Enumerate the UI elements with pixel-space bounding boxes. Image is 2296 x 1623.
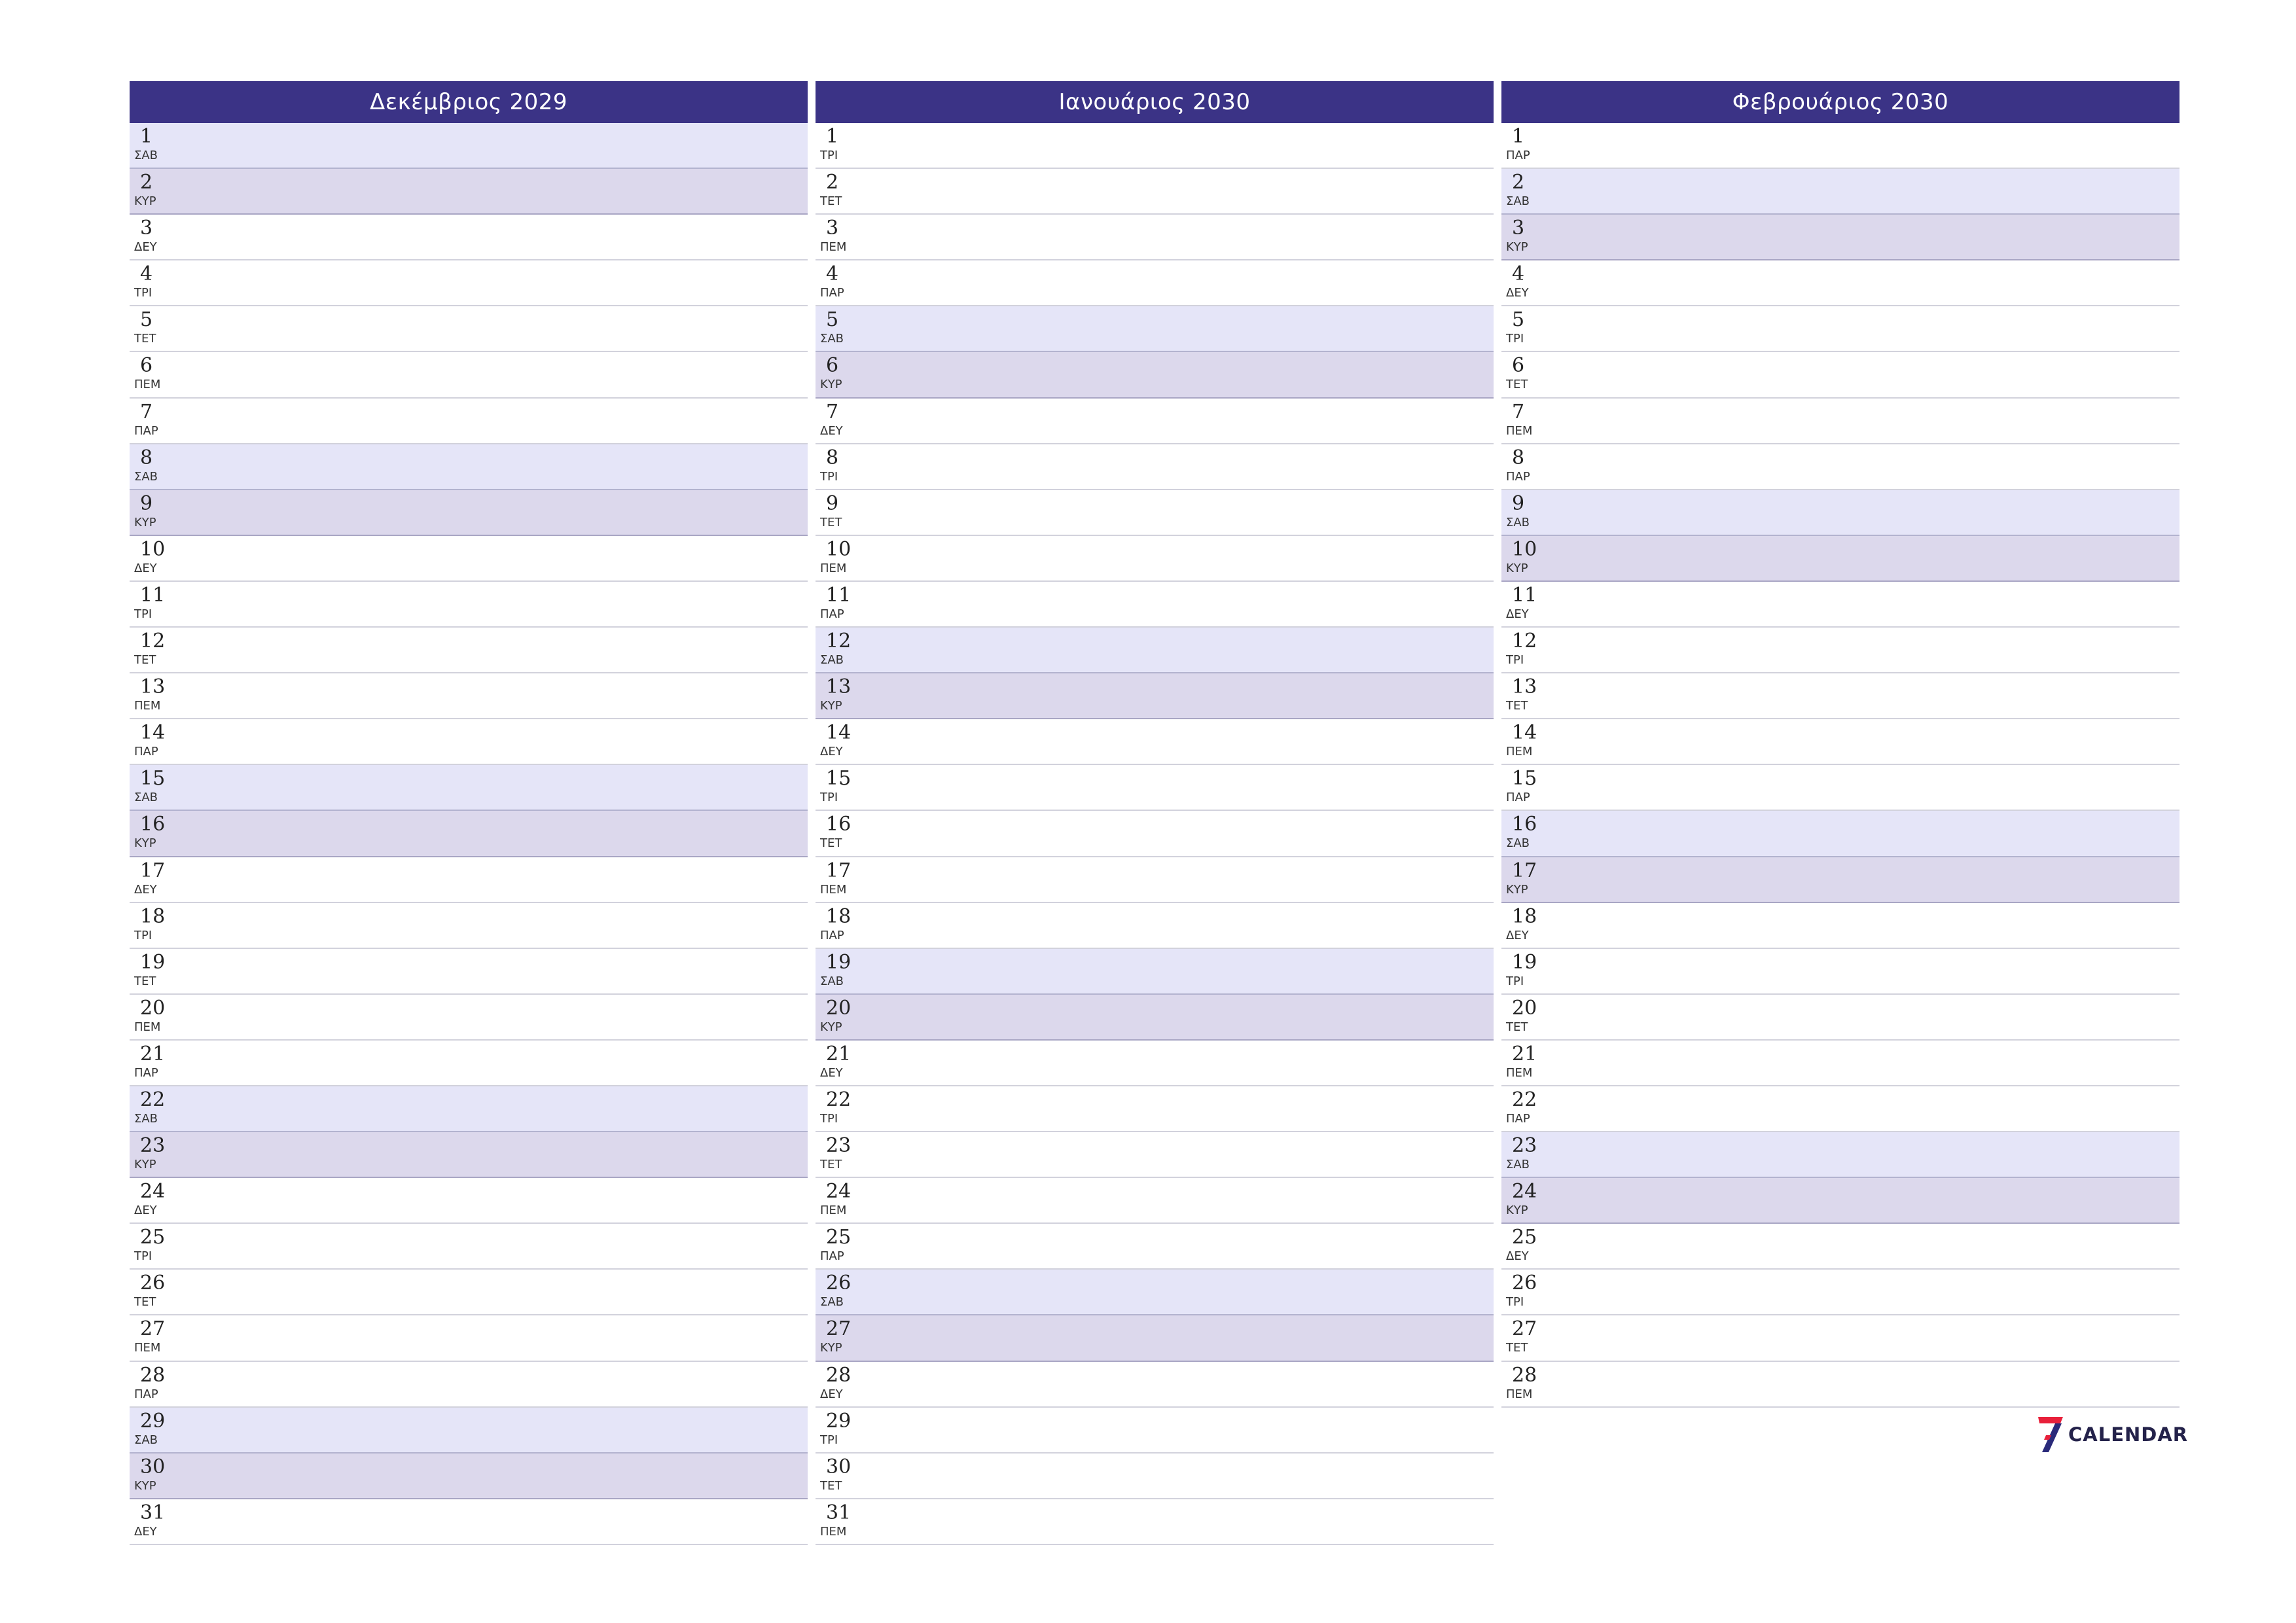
day-number: 19 xyxy=(140,950,166,974)
weekday-abbr: ΚΥΡ xyxy=(820,1020,842,1034)
day-number: 2 xyxy=(826,171,839,194)
day-row xyxy=(816,306,1494,352)
day-row xyxy=(816,1224,1494,1270)
day-number: 3 xyxy=(140,217,153,240)
day-number: 22 xyxy=(1512,1088,1537,1111)
day-number: 2 xyxy=(140,171,153,194)
weekday-abbr: ΠΕΜ xyxy=(1506,423,1533,438)
weekday-abbr: ΠΕΜ xyxy=(134,378,161,392)
weekday-abbr: ΤΕΤ xyxy=(134,332,156,346)
day-row xyxy=(816,444,1494,490)
weekday-abbr: ΤΡΙ xyxy=(1506,1295,1524,1310)
weekday-abbr: ΔΕΥ xyxy=(134,1204,157,1218)
day-number: 21 xyxy=(826,1042,852,1065)
day-number: 24 xyxy=(140,1180,166,1204)
weekday-abbr: ΚΥΡ xyxy=(820,378,842,392)
weekday-abbr: ΣΑΒ xyxy=(1506,1158,1530,1172)
day-number: 11 xyxy=(140,583,166,607)
day-row xyxy=(130,490,808,536)
day-number: 3 xyxy=(826,217,839,240)
day-row xyxy=(130,1315,808,1361)
day-number: 1 xyxy=(140,125,153,148)
weekday-abbr: ΠΕΜ xyxy=(820,1204,847,1218)
weekday-abbr: ΣΑΒ xyxy=(134,469,158,484)
day-number: 10 xyxy=(140,537,166,561)
weekday-abbr: ΤΡΙ xyxy=(134,928,152,942)
weekday-abbr: ΠΑΡ xyxy=(134,745,158,759)
day-number: 15 xyxy=(1512,767,1537,791)
weekday-abbr: ΠΑΡ xyxy=(134,423,158,438)
day-row xyxy=(1501,1086,2179,1132)
logo-text: CALENDAR xyxy=(2068,1423,2189,1446)
day-number: 29 xyxy=(826,1409,852,1433)
day-number: 7 xyxy=(140,400,153,423)
weekday-abbr: ΚΥΡ xyxy=(134,515,156,529)
day-number: 23 xyxy=(140,1134,166,1158)
day-number: 30 xyxy=(826,1455,852,1478)
day-row xyxy=(1501,582,2179,628)
day-number: 16 xyxy=(1512,813,1537,836)
weekday-abbr: ΔΕΥ xyxy=(820,745,843,759)
weekday-abbr: ΔΕΥ xyxy=(134,882,157,897)
day-row xyxy=(816,536,1494,582)
day-row xyxy=(1501,1315,2179,1361)
day-row xyxy=(130,444,808,490)
day-row xyxy=(816,1041,1494,1086)
weekday-abbr: ΔΕΥ xyxy=(134,240,157,255)
weekday-abbr: ΤΕΤ xyxy=(1506,1020,1528,1034)
day-number: 14 xyxy=(1512,721,1537,745)
day-row xyxy=(130,260,808,306)
weekday-abbr: ΠΑΡ xyxy=(820,607,844,621)
day-row xyxy=(816,399,1494,444)
weekday-abbr: ΤΡΙ xyxy=(134,607,152,621)
day-row xyxy=(1501,1178,2179,1224)
weekday-abbr: ΤΡΙ xyxy=(820,149,838,162)
day-row xyxy=(1501,1362,2179,1408)
day-number: 5 xyxy=(140,308,153,332)
day-number: 7 xyxy=(1512,400,1525,423)
day-number: 26 xyxy=(826,1272,852,1295)
day-number: 5 xyxy=(1512,308,1525,332)
day-row xyxy=(1501,215,2179,260)
day-row xyxy=(130,1270,808,1315)
weekday-abbr: ΔΕΥ xyxy=(820,423,843,438)
weekday-abbr: ΤΕΤ xyxy=(1506,378,1528,392)
day-number: 6 xyxy=(826,354,839,378)
day-number: 4 xyxy=(140,262,153,286)
weekday-abbr: ΠΕΜ xyxy=(820,240,847,255)
day-row xyxy=(1501,444,2179,490)
day-row xyxy=(130,673,808,719)
day-row xyxy=(816,857,1494,903)
day-number: 22 xyxy=(140,1088,166,1111)
month-header: Φεβρουάριος 2030 xyxy=(1501,81,2179,123)
day-row xyxy=(816,1270,1494,1315)
day-number: 4 xyxy=(826,262,839,286)
weekday-abbr: ΠΕΜ xyxy=(820,882,847,897)
day-row xyxy=(1501,949,2179,995)
day-number: 27 xyxy=(1512,1317,1537,1341)
day-number: 3 xyxy=(1512,217,1525,240)
weekday-abbr: ΚΥΡ xyxy=(1506,561,1528,575)
day-row xyxy=(1501,352,2179,398)
day-row xyxy=(1501,536,2179,582)
day-row xyxy=(1501,123,2179,169)
weekday-abbr: ΚΥΡ xyxy=(1506,240,1528,255)
weekday-abbr: ΠΕΜ xyxy=(134,1020,161,1034)
day-row xyxy=(1501,260,2179,306)
weekday-abbr: ΔΕΥ xyxy=(820,1387,843,1401)
weekday-abbr: ΚΥΡ xyxy=(1506,882,1528,897)
day-row xyxy=(1501,995,2179,1041)
weekday-abbr: ΣΑΒ xyxy=(820,1295,844,1310)
weekday-abbr: ΠΕΜ xyxy=(1506,1065,1533,1080)
day-number: 18 xyxy=(826,904,852,928)
day-row xyxy=(816,628,1494,673)
month-column-february xyxy=(1501,81,2179,1408)
weekday-abbr: ΤΡΙ xyxy=(820,469,838,484)
weekday-abbr: ΠΕΜ xyxy=(1506,1387,1533,1401)
weekday-abbr: ΣΑΒ xyxy=(1506,836,1530,851)
day-number: 20 xyxy=(1512,996,1537,1020)
day-row xyxy=(816,582,1494,628)
day-number: 17 xyxy=(1512,859,1537,882)
day-row xyxy=(816,1132,1494,1178)
weekday-abbr: ΤΕΤ xyxy=(1506,1341,1528,1355)
day-row xyxy=(130,1178,808,1224)
day-number: 12 xyxy=(1512,630,1537,653)
day-row xyxy=(130,1041,808,1086)
day-number: 7 xyxy=(826,400,839,423)
day-row xyxy=(130,1408,808,1454)
day-row xyxy=(130,1224,808,1270)
day-row xyxy=(1501,169,2179,215)
day-row xyxy=(816,903,1494,949)
day-list xyxy=(1501,123,2179,1408)
weekday-abbr: ΣΑΒ xyxy=(134,791,158,805)
weekday-abbr: ΠΑΡ xyxy=(134,1387,158,1401)
weekday-abbr: ΔΕΥ xyxy=(1506,928,1529,942)
weekday-abbr: ΤΡΙ xyxy=(1506,332,1524,346)
day-number: 6 xyxy=(140,354,153,378)
weekday-abbr: ΠΕΜ xyxy=(820,561,847,575)
day-number: 31 xyxy=(826,1501,852,1524)
day-row xyxy=(1501,628,2179,673)
day-row xyxy=(816,673,1494,719)
day-row xyxy=(816,215,1494,260)
weekday-abbr: ΠΑΡ xyxy=(1506,149,1530,162)
day-number: 2 xyxy=(1512,171,1525,194)
weekday-abbr: ΠΕΜ xyxy=(134,1341,161,1355)
day-number: 31 xyxy=(140,1501,166,1524)
day-number: 28 xyxy=(826,1363,852,1387)
day-number: 11 xyxy=(826,583,852,607)
day-number: 23 xyxy=(826,1134,852,1158)
day-number: 12 xyxy=(140,630,166,653)
day-number: 6 xyxy=(1512,354,1525,378)
day-row xyxy=(130,719,808,765)
weekday-abbr: ΠΑΡ xyxy=(820,1249,844,1264)
weekday-abbr: ΔΕΥ xyxy=(1506,1249,1529,1264)
weekday-abbr: ΠΑΡ xyxy=(134,1065,158,1080)
day-row xyxy=(130,995,808,1041)
day-number: 15 xyxy=(140,767,166,791)
weekday-abbr: ΠΑΡ xyxy=(820,286,844,300)
month-header: Δεκέμβριος 2029 xyxy=(130,81,808,123)
seven-logo-icon xyxy=(2037,1416,2064,1454)
day-row xyxy=(1501,1270,2179,1315)
day-number: 30 xyxy=(140,1455,166,1478)
day-number: 12 xyxy=(826,630,852,653)
day-row xyxy=(816,490,1494,536)
day-number: 21 xyxy=(1512,1042,1537,1065)
day-row xyxy=(130,903,808,949)
month-header: Ιανουάριος 2030 xyxy=(816,81,1494,123)
weekday-abbr: ΤΕΤ xyxy=(134,974,156,988)
day-row xyxy=(130,169,808,215)
day-number: 10 xyxy=(1512,537,1537,561)
day-number: 13 xyxy=(1512,675,1537,699)
day-row xyxy=(816,1178,1494,1224)
weekday-abbr: ΣΑΒ xyxy=(1506,515,1530,529)
weekday-abbr: ΤΕΤ xyxy=(134,1295,156,1310)
day-number: 20 xyxy=(826,996,852,1020)
day-number: 25 xyxy=(1512,1226,1537,1249)
day-row xyxy=(1501,719,2179,765)
weekday-abbr: ΤΕΤ xyxy=(1506,699,1528,713)
day-row xyxy=(816,765,1494,811)
brand-logo xyxy=(2037,1415,2188,1454)
weekday-abbr: ΤΡΙ xyxy=(134,1249,152,1264)
day-row xyxy=(1501,1041,2179,1086)
weekday-abbr: ΔΕΥ xyxy=(820,1065,843,1080)
day-row xyxy=(1501,1132,2179,1178)
weekday-abbr: ΤΡΙ xyxy=(1506,653,1524,668)
weekday-abbr: ΚΥΡ xyxy=(1506,1204,1528,1218)
day-number: 13 xyxy=(140,675,166,699)
day-number: 13 xyxy=(826,675,852,699)
day-number: 28 xyxy=(1512,1363,1537,1387)
weekday-abbr: ΔΕΥ xyxy=(1506,607,1529,621)
weekday-abbr: ΚΥΡ xyxy=(134,1478,156,1493)
day-number: 17 xyxy=(826,859,852,882)
day-number: 9 xyxy=(140,491,153,515)
day-row xyxy=(130,123,808,169)
weekday-abbr: ΠΑΡ xyxy=(820,928,844,942)
day-row xyxy=(130,1499,808,1545)
day-row xyxy=(1501,673,2179,719)
day-number: 23 xyxy=(1512,1134,1537,1158)
day-number: 28 xyxy=(140,1363,166,1387)
day-row xyxy=(816,1454,1494,1499)
day-row xyxy=(816,811,1494,857)
day-number: 21 xyxy=(140,1042,166,1065)
day-number: 8 xyxy=(140,446,153,469)
weekday-abbr: ΠΑΡ xyxy=(1506,1111,1530,1126)
day-number: 16 xyxy=(826,813,852,836)
day-row xyxy=(816,1499,1494,1545)
day-number: 4 xyxy=(1512,262,1525,286)
day-number: 25 xyxy=(826,1226,852,1249)
day-list xyxy=(816,123,1494,1545)
weekday-abbr: ΣΑΒ xyxy=(820,653,844,668)
weekday-abbr: ΠΑΡ xyxy=(1506,469,1530,484)
weekday-abbr: ΤΕΤ xyxy=(820,515,842,529)
day-row xyxy=(816,260,1494,306)
weekday-abbr: ΣΑΒ xyxy=(820,974,844,988)
day-row xyxy=(816,1086,1494,1132)
day-row xyxy=(1501,903,2179,949)
day-row xyxy=(816,1408,1494,1454)
day-row xyxy=(816,169,1494,215)
day-row xyxy=(130,1454,808,1499)
day-number: 10 xyxy=(826,537,852,561)
day-number: 8 xyxy=(1512,446,1525,469)
day-number: 19 xyxy=(826,950,852,974)
day-number: 11 xyxy=(1512,583,1537,607)
day-number: 16 xyxy=(140,813,166,836)
weekday-abbr: ΠΕΜ xyxy=(820,1524,847,1539)
day-number: 24 xyxy=(826,1180,852,1204)
weekday-abbr: ΔΕΥ xyxy=(134,1524,157,1539)
weekday-abbr: ΠΕΜ xyxy=(134,699,161,713)
weekday-abbr: ΚΥΡ xyxy=(820,699,842,713)
weekday-abbr: ΠΑΡ xyxy=(1506,791,1530,805)
weekday-abbr: ΣΑΒ xyxy=(820,332,844,346)
month-column-december xyxy=(130,81,808,1545)
weekday-abbr: ΣΑΒ xyxy=(134,1111,158,1126)
day-number: 20 xyxy=(140,996,166,1020)
weekday-abbr: ΤΕΤ xyxy=(134,653,156,668)
weekday-abbr: ΣΑΒ xyxy=(134,149,158,162)
day-number: 27 xyxy=(140,1317,166,1341)
weekday-abbr: ΤΕΤ xyxy=(820,1478,842,1493)
day-number: 18 xyxy=(140,904,166,928)
day-row xyxy=(130,1362,808,1408)
day-row xyxy=(1501,857,2179,903)
day-number: 1 xyxy=(826,125,839,148)
day-row xyxy=(130,536,808,582)
day-row xyxy=(130,1132,808,1178)
weekday-abbr: ΔΕΥ xyxy=(134,561,157,575)
weekday-abbr: ΤΡΙ xyxy=(820,791,838,805)
day-row xyxy=(130,857,808,903)
weekday-abbr: ΤΡΙ xyxy=(820,1111,838,1126)
day-number: 29 xyxy=(140,1409,166,1433)
weekday-abbr: ΤΕΤ xyxy=(820,1158,842,1172)
day-row xyxy=(816,1315,1494,1361)
day-number: 26 xyxy=(140,1272,166,1295)
weekday-abbr: ΚΥΡ xyxy=(820,1341,842,1355)
day-row xyxy=(130,811,808,857)
day-row xyxy=(130,765,808,811)
day-number: 26 xyxy=(1512,1272,1537,1295)
day-row xyxy=(130,352,808,398)
day-number: 5 xyxy=(826,308,839,332)
weekday-abbr: ΣΑΒ xyxy=(1506,194,1530,209)
day-number: 14 xyxy=(826,721,852,745)
day-number: 22 xyxy=(826,1088,852,1111)
day-number: 24 xyxy=(1512,1180,1537,1204)
day-row xyxy=(130,306,808,352)
day-number: 8 xyxy=(826,446,839,469)
day-row xyxy=(130,1086,808,1132)
day-row xyxy=(1501,306,2179,352)
weekday-abbr: ΠΕΜ xyxy=(1506,745,1533,759)
day-row xyxy=(130,399,808,444)
day-row xyxy=(816,352,1494,398)
day-row xyxy=(130,582,808,628)
weekday-abbr: ΚΥΡ xyxy=(134,1158,156,1172)
day-number: 17 xyxy=(140,859,166,882)
day-row xyxy=(816,123,1494,169)
day-row xyxy=(1501,811,2179,857)
weekday-abbr: ΣΑΒ xyxy=(134,1433,158,1447)
day-number: 27 xyxy=(826,1317,852,1341)
day-list xyxy=(130,123,808,1545)
weekday-abbr: ΤΕΤ xyxy=(820,836,842,851)
day-row xyxy=(130,215,808,260)
weekday-abbr: ΤΡΙ xyxy=(1506,974,1524,988)
day-row xyxy=(1501,490,2179,536)
day-row xyxy=(1501,765,2179,811)
day-number: 9 xyxy=(826,491,839,515)
day-number: 19 xyxy=(1512,950,1537,974)
day-number: 1 xyxy=(1512,125,1525,148)
day-number: 14 xyxy=(140,721,166,745)
day-row xyxy=(816,1362,1494,1408)
day-number: 9 xyxy=(1512,491,1525,515)
day-row xyxy=(816,719,1494,765)
day-row xyxy=(130,628,808,673)
weekday-abbr: ΤΡΙ xyxy=(820,1433,838,1447)
day-number: 18 xyxy=(1512,904,1537,928)
day-number: 15 xyxy=(826,767,852,791)
day-number: 25 xyxy=(140,1226,166,1249)
day-row xyxy=(130,949,808,995)
month-column-january xyxy=(816,81,1494,1545)
day-row xyxy=(1501,399,2179,444)
day-row xyxy=(816,949,1494,995)
weekday-abbr: ΤΕΤ xyxy=(820,194,842,209)
day-row xyxy=(1501,1224,2179,1270)
weekday-abbr: ΔΕΥ xyxy=(1506,286,1529,300)
day-row xyxy=(816,995,1494,1041)
weekday-abbr: ΤΡΙ xyxy=(134,286,152,300)
weekday-abbr: ΚΥΡ xyxy=(134,194,156,209)
weekday-abbr: ΚΥΡ xyxy=(134,836,156,851)
